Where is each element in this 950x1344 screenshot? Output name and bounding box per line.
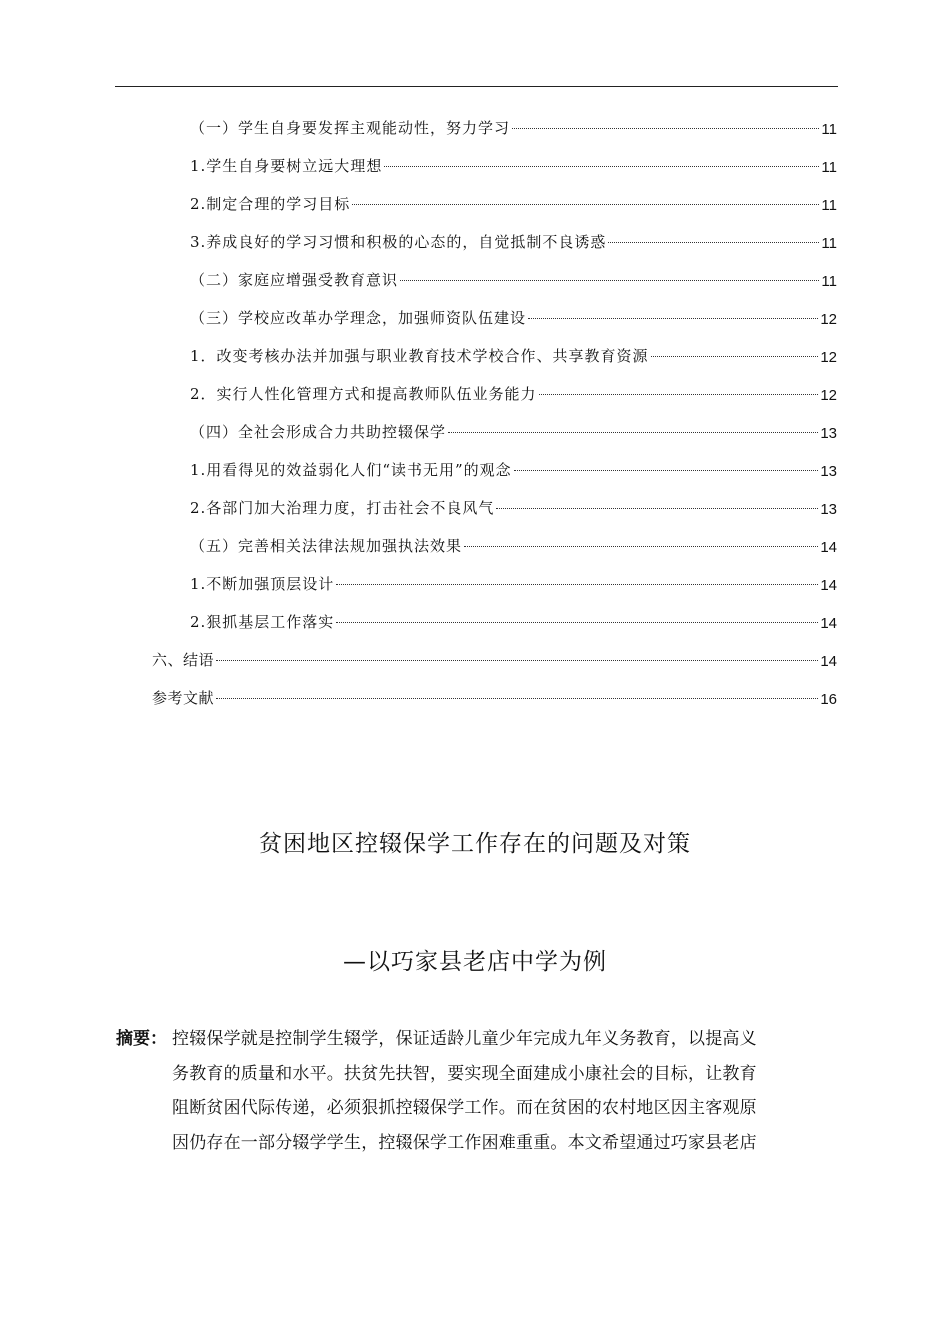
toc-leader-dots: [384, 166, 819, 167]
toc-page-number: 11: [821, 235, 837, 252]
toc-page-number: 12: [820, 349, 837, 366]
toc-entry-text: 1.用看得见的效益弱化人们“读书无用”的观念: [190, 461, 512, 479]
toc-page-number: 11: [821, 273, 837, 290]
toc-entry-text: （五）完善相关法律法规加强执法效果: [190, 537, 463, 555]
toc-page-number: 14: [820, 615, 837, 632]
toc-entry[interactable]: [190, 184, 837, 214]
toc-leader-dots: [512, 128, 819, 129]
toc-entry[interactable]: [190, 412, 837, 442]
document-title: 贫困地区控辍保学工作存在的问题及对策: [259, 831, 691, 857]
toc-entry[interactable]: [190, 488, 837, 518]
toc-entry[interactable]: [190, 336, 837, 366]
toc-entry[interactable]: [190, 564, 837, 594]
toc-entry-text: 六、结语: [152, 652, 215, 669]
toc-entry-text: （四）全社会形成合力共助控辍保学: [190, 423, 447, 441]
toc-entry-text: 1．改变考核办法并加强与职业教育技术学校合作、共享教育资源: [190, 347, 649, 365]
toc-leader-dots: [216, 698, 818, 699]
toc-leader-dots: [336, 584, 818, 585]
toc-entry-text: 1.学生自身要树立远大理想: [190, 157, 383, 175]
toc-entry[interactable]: [190, 374, 837, 404]
toc-leader-dots: [464, 546, 818, 547]
toc-entry[interactable]: [190, 146, 837, 176]
toc-entry[interactable]: [190, 602, 837, 632]
toc-entry[interactable]: [152, 678, 837, 708]
toc-leader-dots: [514, 470, 819, 471]
abstract-line: 控辍保学就是控制学生辍学，保证适龄儿童少年完成九年义务教育，以提高义: [172, 1029, 757, 1049]
toc-entry[interactable]: [190, 222, 837, 252]
toc-entry[interactable]: [190, 526, 837, 556]
toc-page-number: 11: [821, 159, 837, 176]
toc-entry[interactable]: [190, 108, 837, 138]
toc-page-number: 14: [820, 653, 837, 670]
toc-entry[interactable]: [190, 450, 837, 480]
toc-entry-text: （一）学生自身要发挥主观能动性，努力学习: [190, 119, 511, 137]
toc-page-number: 13: [820, 463, 837, 480]
toc-leader-dots: [352, 204, 819, 205]
abstract-body: [172, 1022, 828, 1160]
document-subtitle: —以巧家县老店中学为例: [343, 949, 607, 975]
toc-leader-dots: [528, 318, 818, 319]
header-rule: [115, 86, 838, 87]
toc-entry-text: 参考文献: [152, 690, 215, 707]
toc-leader-dots: [496, 508, 818, 509]
toc-page-number: 13: [820, 425, 837, 442]
toc-entry[interactable]: [190, 298, 837, 328]
toc-entry-text: 2．实行人性化管理方式和提高教师队伍业务能力: [190, 385, 537, 403]
toc-leader-dots: [336, 622, 818, 623]
toc-entry-text: 1.不断加强顶层设计: [190, 575, 335, 593]
toc-leader-dots: [651, 356, 819, 357]
toc-page-number: 13: [820, 501, 837, 518]
toc-entry[interactable]: [190, 260, 837, 290]
abstract-line: 阻断贫困代际传递，必须狠抓控辍保学工作。而在贫困的农村地区因主客观原: [172, 1098, 757, 1118]
toc-entry-text: （二）家庭应增强受教育意识: [190, 271, 399, 289]
toc-page-number: 12: [820, 311, 837, 328]
toc-page-number: 11: [821, 121, 837, 138]
toc-leader-dots: [539, 394, 819, 395]
abstract-label: 摘要：: [116, 1029, 167, 1049]
toc-leader-dots: [216, 660, 818, 661]
toc-entry[interactable]: [152, 640, 837, 670]
toc-leader-dots: [448, 432, 818, 433]
toc-page-number: 16: [820, 691, 837, 708]
toc-leader-dots: [608, 242, 819, 243]
toc-entry-text: 2.狠抓基层工作落实: [190, 613, 335, 631]
toc-page-number: 14: [820, 539, 837, 556]
toc-leader-dots: [400, 280, 819, 281]
toc-entry-text: （三）学校应改革办学理念，加强师资队伍建设: [190, 309, 527, 327]
toc-entry-text: 2.各部门加大治理力度，打击社会不良风气: [190, 499, 495, 517]
abstract-line: 务教育的质量和水平。扶贫先扶智，要实现全面建成小康社会的目标，让教育: [172, 1063, 757, 1084]
abstract-line: 因仍存在一部分辍学学生，控辍保学工作困难重重。本文希望通过巧家县老店: [172, 1132, 757, 1153]
toc-page-number: 11: [821, 197, 837, 214]
toc-page-number: 14: [820, 577, 837, 594]
toc-entry-text: 2.制定合理的学习目标: [190, 195, 351, 213]
toc-entry-text: 3.养成良好的学习习惯和积极的心态的，自觉抵制不良诱惑: [190, 233, 607, 251]
toc-page-number: 12: [820, 387, 837, 404]
